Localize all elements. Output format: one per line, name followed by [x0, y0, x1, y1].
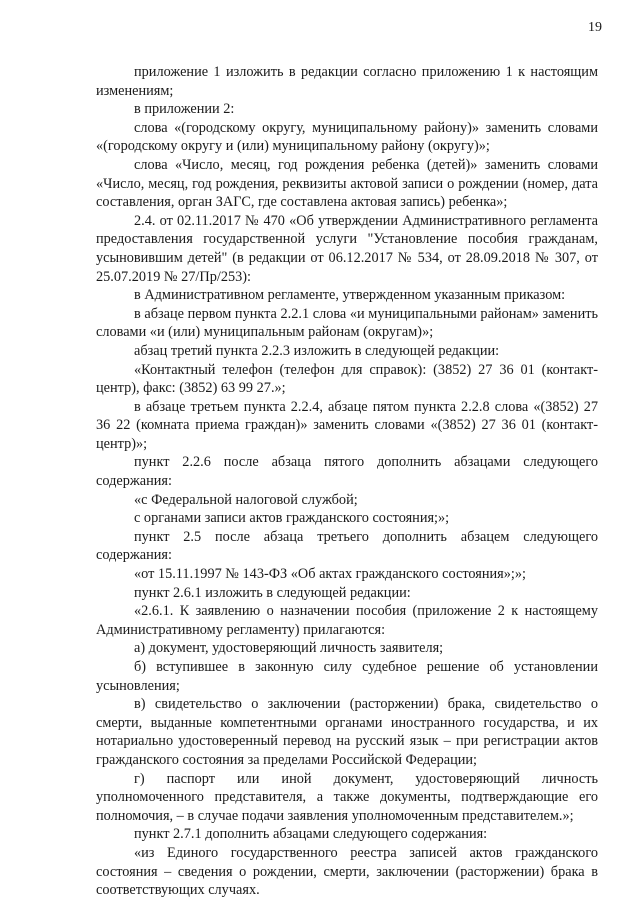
paragraph: слова «(городскому округу, муниципальному району)» заменить словами «(городскому округу и (или) муниципальному району (округу)»;: [96, 119, 598, 155]
paragraph: г) паспорт или иной документ, удостоверяющий личность уполномоченного представителя, а также документы, подтверждающие его полномочия, – в случае подачи заявления уполномоченным представителем.»;: [96, 770, 598, 824]
paragraph: в приложении 2:: [134, 101, 235, 118]
paragraph: б) вступившее в законную силу судебное решение об установлении усыновления;: [96, 659, 598, 694]
paragraph: пункт 2.2.6 после абзаца пятого дополнить абзацами следующего содержания:: [96, 454, 598, 490]
paragraph: с органами записи актов гражданского состояния;»;: [134, 510, 450, 527]
paragraph: а) документ, удостоверяющий личность заявителя;: [134, 640, 444, 657]
paragraph: пункт 2.7.1 дополнить абзацами следующего содержания:: [134, 826, 488, 843]
paragraph: слова «Число, месяц, год рождения ребенка (детей)» заменить словами «Число, месяц, год рождения, реквизиты актовой записи о рождении (номер, дата составления, орган ЗАГС, где составлена актовая запись) ребенка»;: [96, 156, 598, 211]
paragraph: в) свидетельство о заключении (расторжении) брака, свидетельство о смерти, выданные компетентными органами иностранного государства, и их нотариально удостоверенный перевод на русский язык – при регистрации актов гражданского состояния за пределами Российской Федерации;: [96, 696, 598, 768]
paragraph: «2.6.1. К заявлению о назначении пособия (приложение 2 к настоящему Административному регламенту) прилагаются:: [96, 603, 598, 638]
paragraph: «с Федеральной налоговой службой;: [134, 491, 358, 508]
page-number: 19: [588, 20, 602, 35]
paragraph: «Контактный телефон (телефон для справок): (3852) 27 36 01 (контакт-центр), факс: (3852) 63 99 27.»;: [96, 361, 598, 397]
paragraph: пункт 2.6.1 изложить в следующей редакции:: [134, 584, 411, 601]
paragraph: в абзаце третьем пункта 2.2.4, абзаце пятом пункта 2.2.8 слова «(3852) 27 36 22 (комната приема граждан)» заменить словами «(3852) 27 36 01 (контакт-центр)»;: [96, 398, 598, 452]
paragraph: в абзаце первом пункта 2.2.1 слова «и муниципальными районам» заменить словами «и (или) муниципальным районам (округам)»;: [96, 305, 598, 341]
document-body: [96, 63, 598, 900]
paragraph: 2.4. от 02.11.2017 № 470 «Об утверждении Административного регламента предоставления государственной услуги "Установление пособия гражданам, усыновившим детей" (в редакции от 06.12.2017 № 534, от 28.09.2018 № 307, от 25.07.2019 № 27/Пр/253):: [96, 212, 598, 285]
paragraph: абзац третий пункта 2.2.3 изложить в следующей редакции:: [134, 342, 500, 359]
paragraph: приложение 1 изложить в редакции согласно приложению 1 к настоящим изменениям;: [96, 64, 598, 99]
paragraph: «от 15.11.1997 № 143-ФЗ «Об актах гражданского состояния»;»;: [134, 566, 526, 583]
paragraph: пункт 2.5 после абзаца третьего дополнить абзацем следующего содержания:: [96, 528, 598, 564]
paragraph: в Административном регламенте, утвержденном указанным приказом:: [134, 287, 566, 304]
paragraph: «из Единого государственного реестра записей актов гражданского состояния – сведения о рождении, смерти, заключении (расторжении) брака в соответствующих случаях.: [96, 844, 598, 899]
